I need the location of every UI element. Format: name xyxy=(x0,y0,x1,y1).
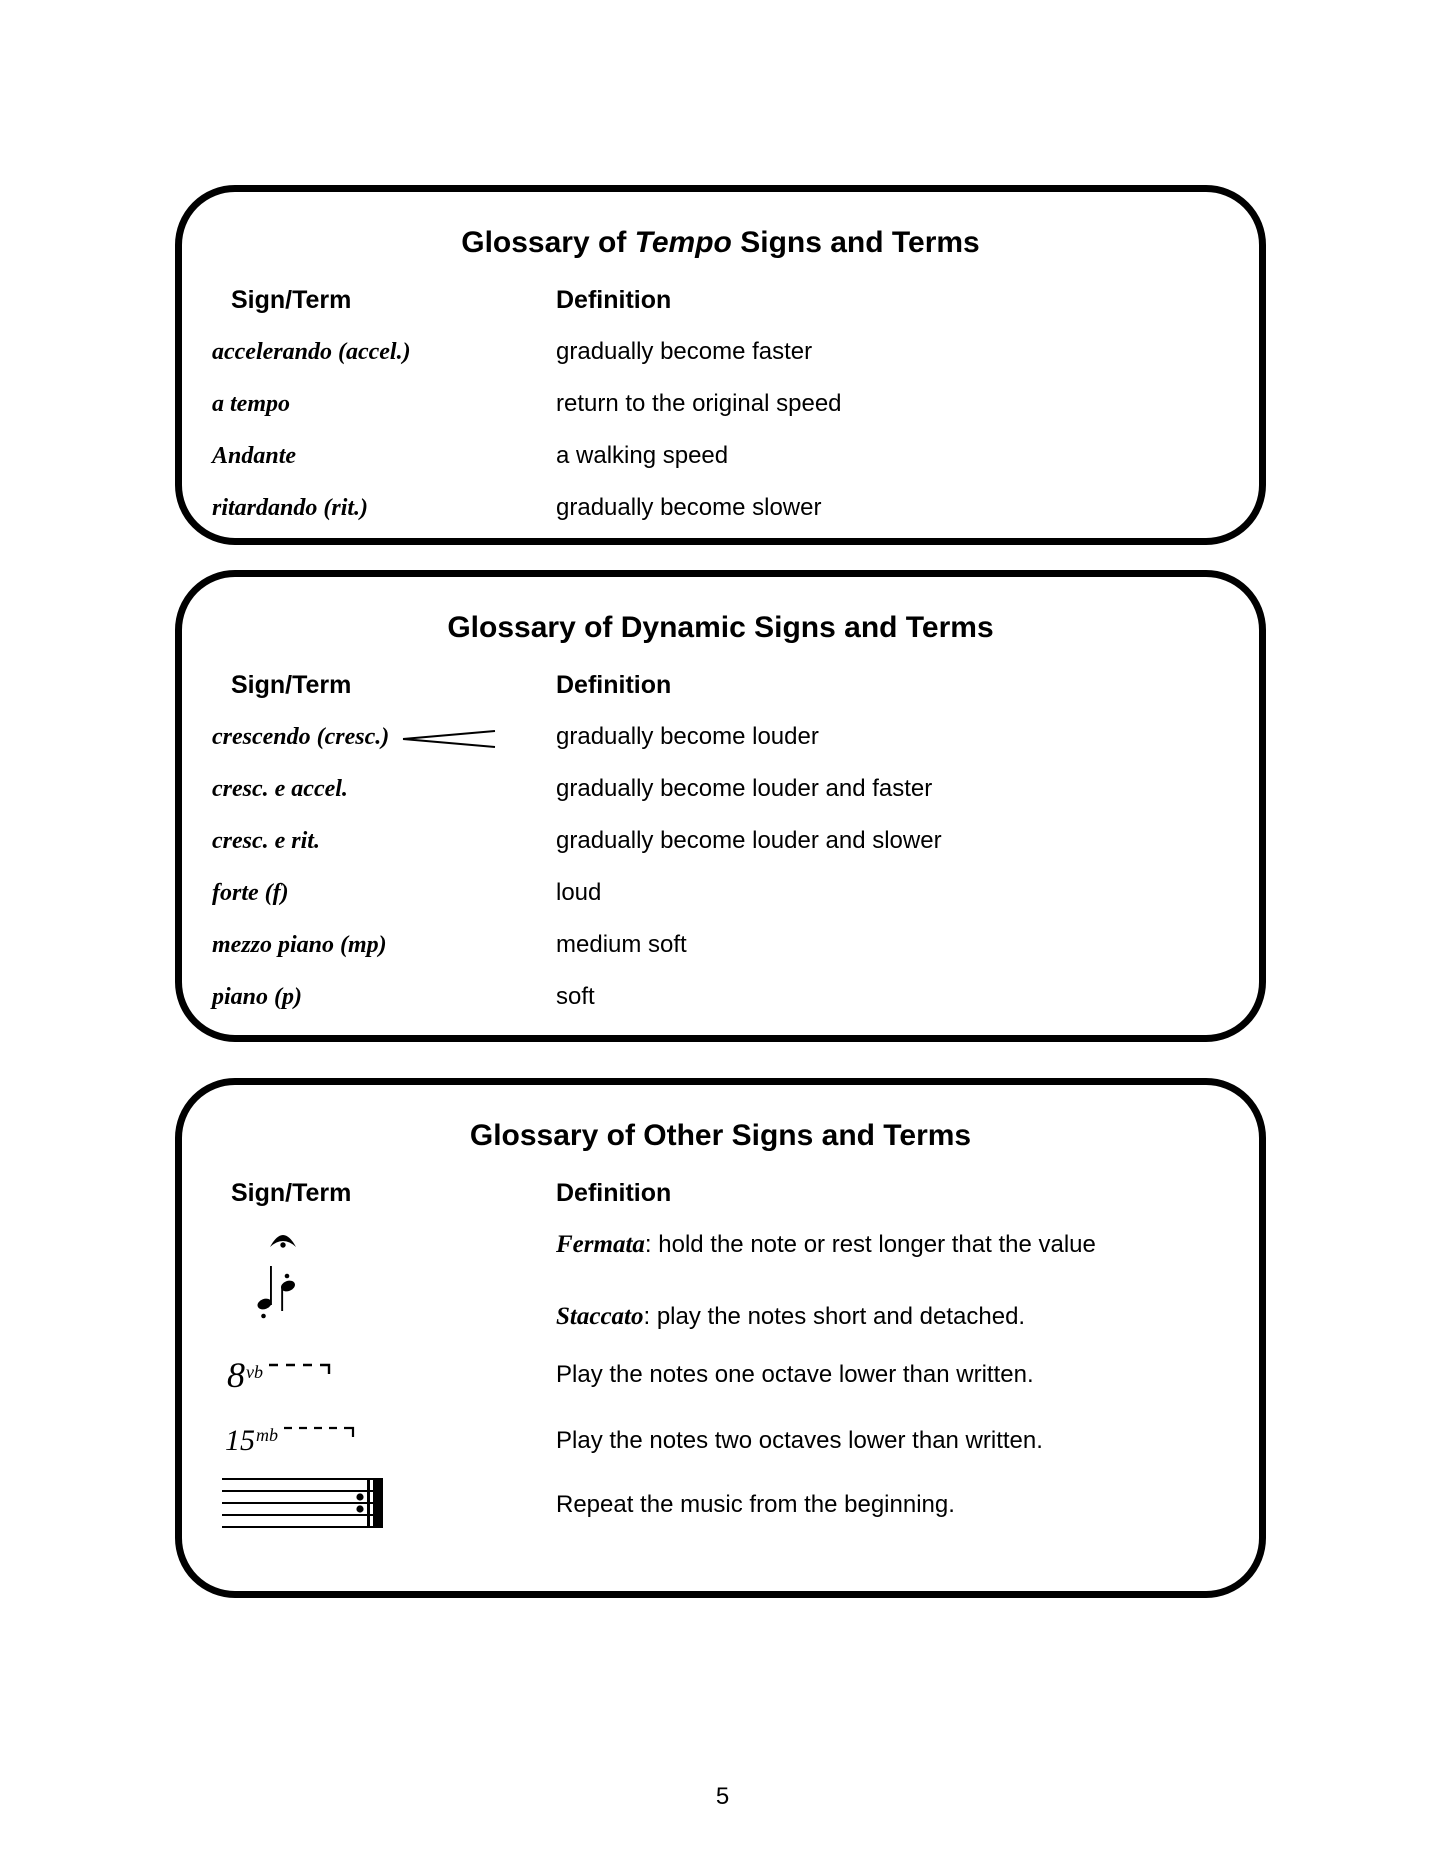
definition-text: return to the original speed xyxy=(556,390,842,417)
definition-text: loud xyxy=(556,879,602,906)
octave-lower-sign xyxy=(227,1355,334,1395)
term-cresc-e-accel: cresc. e accel. xyxy=(212,776,348,802)
fermata-definition: : hold the note or rest longer that the value xyxy=(644,1231,1096,1258)
glossary-row xyxy=(182,775,1259,803)
tempo-glossary-box xyxy=(175,185,1266,545)
glossary-row xyxy=(182,1355,1259,1395)
definition-text: a walking speed xyxy=(556,442,729,469)
term-andante: Andante xyxy=(212,443,297,469)
definition-header: Definition xyxy=(556,671,672,699)
term-accelerando: accelerando (accel.) xyxy=(212,339,411,365)
staccato-notes-icon xyxy=(253,1263,305,1319)
term-ritardando: ritardando (rit.) xyxy=(212,495,369,521)
other-glossary-title xyxy=(182,1118,1259,1154)
title-text: Glossary of Other Signs and Terms xyxy=(469,1119,972,1152)
tempo-glossary-title xyxy=(182,225,1259,261)
glossary-row xyxy=(182,1231,1259,1259)
sign-term-header: Sign/Term xyxy=(231,1179,352,1207)
octave-number: 15 xyxy=(225,1424,255,1457)
glossary-row xyxy=(182,1424,1259,1457)
definition-text: gradually become slower xyxy=(556,494,822,521)
term-mezzo-piano: mezzo piano (mp) xyxy=(212,932,387,958)
title-text: Glossary of Dynamic Signs and Terms xyxy=(447,611,994,644)
fermata-icon xyxy=(267,1227,299,1253)
octave-dash-hook-icon xyxy=(283,1425,361,1439)
term-crescendo: crescendo (cresc.) xyxy=(212,724,390,750)
sign-term-header: Sign/Term xyxy=(231,286,352,314)
glossary-row xyxy=(182,983,1259,1011)
column-header-row xyxy=(182,1179,1259,1207)
octave-dash-hook-icon xyxy=(268,1362,334,1376)
definition-text: Play the notes one octave lower than written. xyxy=(556,1361,1034,1388)
definition-text xyxy=(556,1231,1096,1259)
glossary-row xyxy=(182,723,1259,751)
staccato-definition: : play the notes short and detached. xyxy=(643,1303,1026,1330)
definition-text: gradually become louder and faster xyxy=(556,775,933,802)
definition-text: gradually become louder and slower xyxy=(556,827,942,854)
definition-text: medium soft xyxy=(556,931,687,958)
column-header-row xyxy=(182,286,1259,314)
dynamic-glossary-title xyxy=(182,610,1259,646)
glossary-row xyxy=(182,879,1259,907)
octave-suffix: mb xyxy=(256,1425,278,1445)
definition-header: Definition xyxy=(556,286,672,314)
glossary-row xyxy=(182,390,1259,418)
term-piano: piano (p) xyxy=(212,984,302,1010)
definition-text: Play the notes two octaves lower than written. xyxy=(556,1427,1043,1454)
octave-suffix: vb xyxy=(246,1362,263,1382)
glossary-row xyxy=(182,827,1259,855)
page-number: 5 xyxy=(715,1783,730,1810)
definition-header: Definition xyxy=(556,1179,672,1207)
definition-text: Repeat the music from the beginning. xyxy=(556,1491,955,1518)
term-forte: forte (f) xyxy=(212,880,289,906)
term-cresc-e-rit: cresc. e rit. xyxy=(212,828,320,854)
glossary-row xyxy=(182,931,1259,959)
title-emphasis: Tempo xyxy=(634,226,732,259)
glossary-row xyxy=(182,494,1259,522)
glossary-row xyxy=(182,442,1259,470)
fermata-lead-word: Fermata xyxy=(556,1231,645,1258)
sign-term-header: Sign/Term xyxy=(231,671,352,699)
octave-number: 8 xyxy=(227,1355,245,1395)
definition-text: soft xyxy=(556,983,595,1010)
definition-text: gradually become louder xyxy=(556,723,819,750)
column-header-row xyxy=(182,671,1259,699)
title-prefix: Glossary of xyxy=(461,226,635,259)
two-octaves-lower-sign xyxy=(225,1424,361,1457)
crescendo-hairpin-icon xyxy=(401,729,497,749)
title-suffix: Signs and Terms xyxy=(731,226,980,259)
repeat-sign-icon xyxy=(222,1477,384,1529)
definition-text xyxy=(556,1303,1025,1331)
other-glossary-box xyxy=(175,1078,1266,1598)
staccato-lead-word: Staccato xyxy=(556,1303,644,1330)
glossary-row xyxy=(182,338,1259,366)
glossary-row xyxy=(182,1491,1259,1519)
term-a-tempo: a tempo xyxy=(212,391,290,417)
glossary-row xyxy=(182,1303,1259,1331)
definition-text: gradually become faster xyxy=(556,338,813,365)
dynamic-glossary-box xyxy=(175,570,1266,1042)
